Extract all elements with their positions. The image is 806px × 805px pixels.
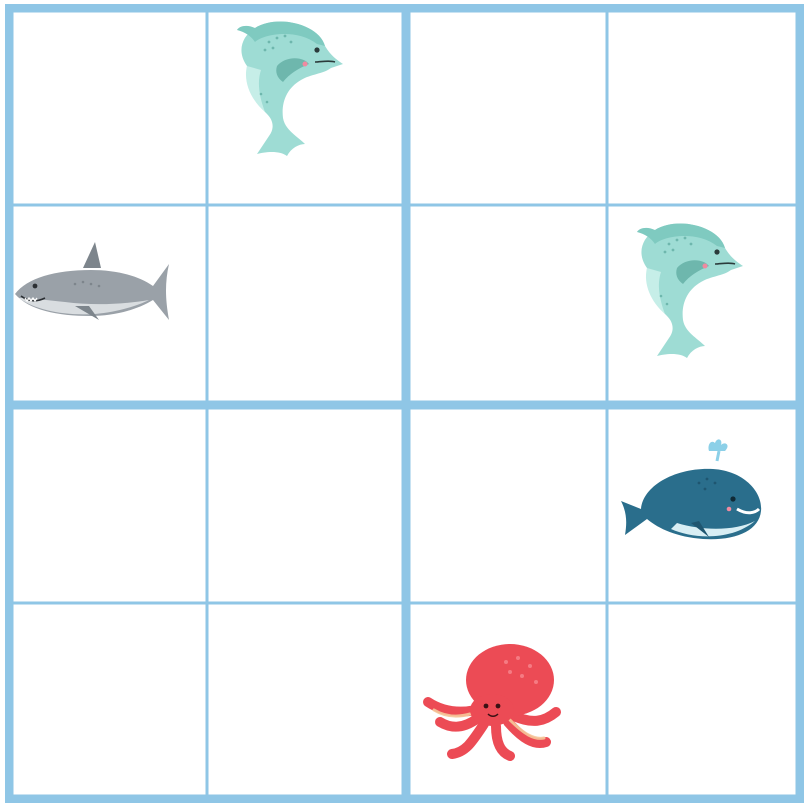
grid-cell-r4-c4[interactable] <box>607 606 804 803</box>
grid-cell-r2-c3[interactable] <box>406 206 607 405</box>
grid-cell-r2-c1[interactable] <box>5 206 207 405</box>
grid-cell-r4-c3[interactable] <box>406 606 607 803</box>
dolphin-icon <box>607 206 777 376</box>
grid-cell-r1-c4[interactable] <box>607 4 804 206</box>
grid-cell-r1-c2[interactable] <box>207 4 406 206</box>
grid-cell-r1-c3[interactable] <box>406 4 607 206</box>
octopus-icon <box>406 606 576 776</box>
grid-cell-r3-c2[interactable] <box>207 405 406 606</box>
grid-cell-r2-c2[interactable] <box>207 206 406 405</box>
grid-cell-r1-c1[interactable] <box>5 4 207 206</box>
shark-icon <box>5 206 175 376</box>
grid-cell-r2-c4[interactable] <box>607 206 804 405</box>
grid-cell-r4-c1[interactable] <box>5 606 207 803</box>
grid-cell-r3-c3[interactable] <box>406 405 607 606</box>
whale-icon <box>607 405 777 575</box>
dolphin-icon <box>207 4 377 174</box>
sudoku-board <box>5 4 804 803</box>
grid-cell-r3-c1[interactable] <box>5 405 207 606</box>
grid-cell-r3-c4[interactable] <box>607 405 804 606</box>
grid-cell-r4-c2[interactable] <box>207 606 406 803</box>
